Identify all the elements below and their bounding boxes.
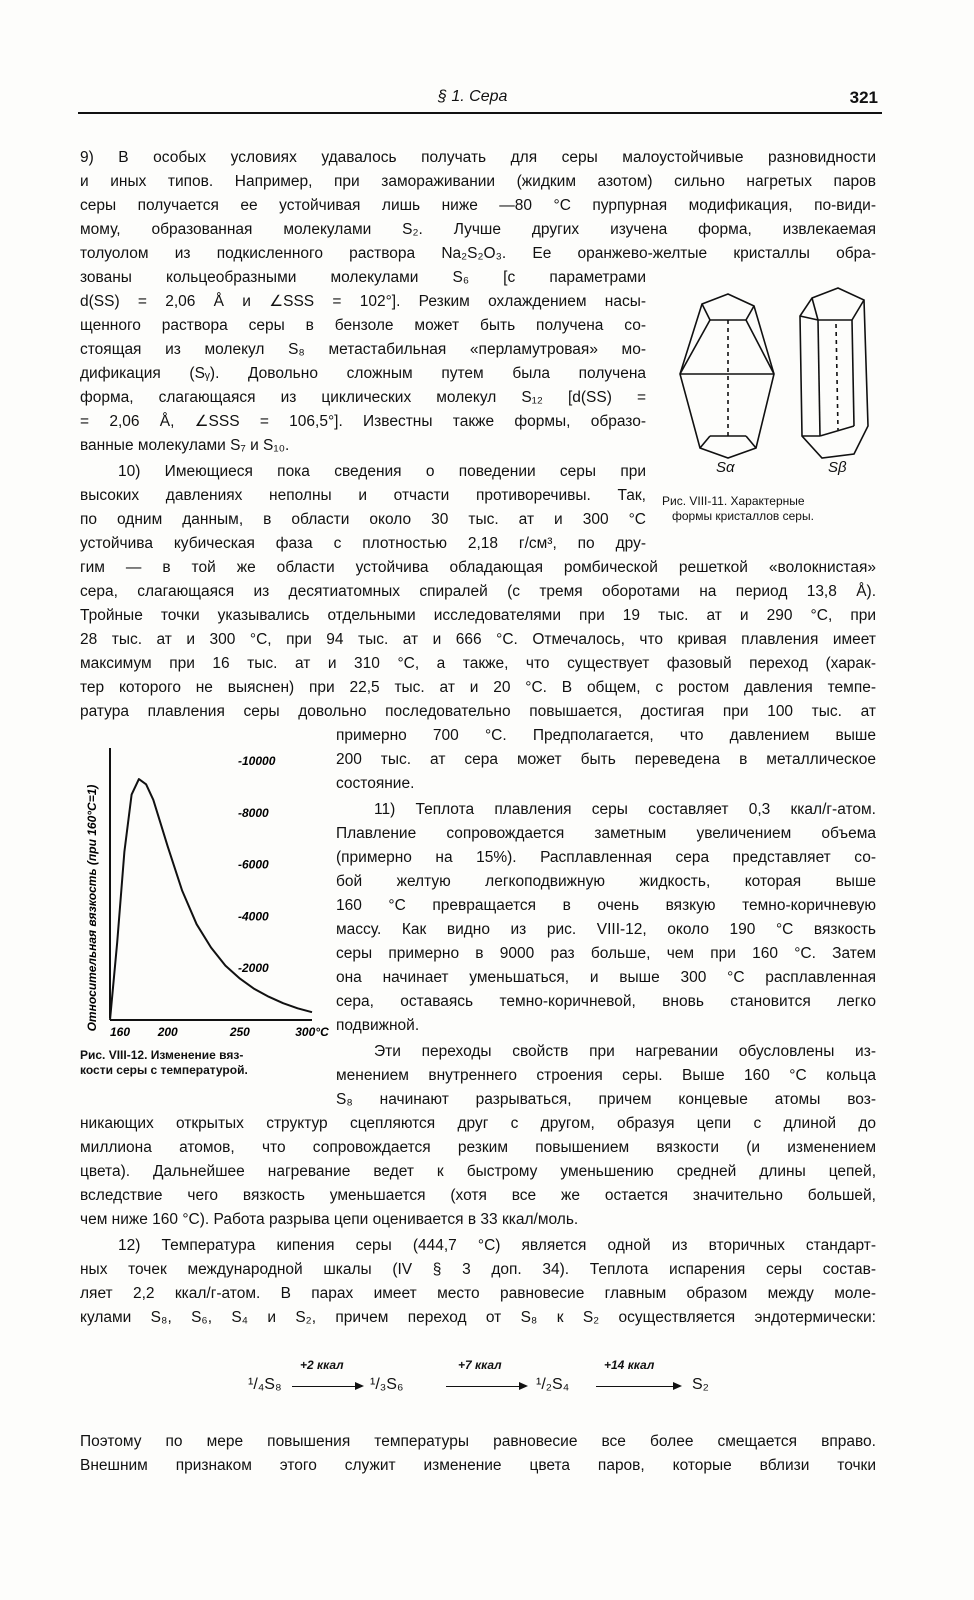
text-line: ратура плавления серы довольно последовательно повышается, достигая при 100 тыс. ат <box>80 703 876 720</box>
running-header <box>78 88 882 114</box>
eq-arrow-label: +14 ккал <box>604 1358 655 1372</box>
figure-caption: формы кристаллов серы. <box>672 509 814 523</box>
text-line: S₈ начинают разрываться, причем концевые атомы воз- <box>336 1091 876 1108</box>
eq-term: ¹/₂S₄ <box>536 1376 570 1393</box>
figure-caption: Рис. VIII-11. Характерные <box>662 494 805 508</box>
text-line: d(SS) = 2,06 Å и ∠SSS = 102°]. Резким охлаждением насы- <box>80 293 646 310</box>
figure-caption: Рис. VIII-12. Изменение вяз- <box>80 1048 244 1062</box>
text-line: 28 тыс. ат и 300 °С, при 94 тыс. ат и 666 °С. Отмечалось, что кривая плавления имеет <box>80 631 876 648</box>
text-line: мому, образованная молекулами S₂. Лучше других изучена форма, извлекаемая <box>80 221 876 238</box>
text-line: Внешним признаком этого служит изменение цвета паров, которые вблизи точки <box>80 1457 876 1474</box>
text-line: серы получается ее устойчивая лишь ниже —80 °С пурпурная модификация, по-види- <box>80 197 876 214</box>
crystal-beta <box>800 288 868 458</box>
text-line: щенного раствора серы в бензоле может быть получена со- <box>80 317 646 334</box>
text-line: 160 °С превращается в очень вязкую темно-коричневую <box>336 897 876 914</box>
figure-caption: кости серы с температурой. <box>80 1063 248 1077</box>
text-line: Тройные точки указывались отдельными исследователями при 19 тыс. ат и 290 °С, при <box>80 607 876 624</box>
text-line: форма, слагающаяся из циклических молекул S₁₂ [d(SS) = <box>80 389 646 406</box>
text-line: цвета). Дальнейшее нагревание ведет к быстрому уменьшению средней длины цепей, <box>80 1163 876 1180</box>
text-line: гим — в той же области устойчива обладающая ромбической решеткой «волокнистая» <box>80 559 876 576</box>
text-line: Поэтому по мере повышения температуры равновесие все более смещается вправо. <box>80 1433 876 1450</box>
page-number: 321 <box>849 88 878 107</box>
text-line: никающих открытых структур сцепляются друг с другом, образуя цепи с длиной до <box>80 1115 876 1132</box>
text-line: зованы кольцеобразными молекулами S₆ [с параметрами <box>80 269 646 286</box>
y-tick-label: -4000 <box>238 909 269 924</box>
text-line: устойчива кубическая фаза с плотностью 2,18 г/см³, по дру- <box>80 535 646 552</box>
x-tick-label: 160 <box>110 1025 131 1038</box>
arrow-icon <box>596 1386 680 1387</box>
eq-arrow-label: +7 ккал <box>458 1358 502 1372</box>
text-line: сера, оставаясь темно-коричневой, вновь становится легко <box>336 993 876 1010</box>
text-line: максимум при 16 тыс. ат и 310 °С, а также, что существует фазовый переход (харак- <box>80 655 876 672</box>
y-tick-label: -2000 <box>238 961 269 976</box>
eq-term: ¹/₄S₈ <box>248 1376 282 1393</box>
y-tick-label: -10000 <box>238 753 276 768</box>
text-line: вследствие чего вязкость уменьшается (хотя все же остается значительно большей, <box>80 1187 876 1204</box>
x-tick-label: 250 <box>229 1025 250 1038</box>
text-line: толуолом из подкисленного раствора Na₂S₂O₃. Ее оранжево-желтые кристаллы обра- <box>80 245 876 262</box>
text-line: тер которого не выяснен) при 22,5 тыс. ат и 20 °С. В общем, с ростом давления темпе- <box>80 679 876 696</box>
text-line: состояние. <box>336 775 415 792</box>
x-tick-label: 200 <box>157 1025 178 1038</box>
y-axis-label: Относительная вязкость (при 160°С=1) <box>85 784 99 1032</box>
text-line: бой желтую легкоподвижную жидкость, которая выше <box>336 873 876 890</box>
y-tick-label: -8000 <box>238 805 269 820</box>
viscosity-chart <box>80 738 330 1038</box>
text-line: стоящая из молекул S₈ метастабильная «перламутровая» мо- <box>80 341 646 358</box>
text-line: 11) Теплота плавления серы составляет 0,3 ккал/г-атом. <box>374 801 876 818</box>
text-line: (примерно на 15%). Расплавленная сера представляет со- <box>336 849 876 866</box>
arrow-icon <box>446 1386 526 1387</box>
crystal-beta-label: Sβ <box>828 459 847 476</box>
crystal-alpha-label: Sα <box>716 459 735 476</box>
text-line: Эти переходы свойств при нагревании обусловлены из- <box>374 1043 876 1060</box>
text-line: сера, слагающаяся из десятиатомных спиралей (с тремя оборотами на период 13,8 Å). <box>80 583 876 600</box>
text-line: она начинает уменьшаться, и выше 300 °С расплавленная <box>336 969 876 986</box>
text-line: миллиона атомов, что сопровождается резким повышением вязкости (и изменением <box>80 1139 876 1156</box>
section-title: § 1. Сера <box>438 88 508 105</box>
eq-arrow-label: +2 ккал <box>300 1358 344 1372</box>
text-line: 9) В особых условиях удавалось получать для серы малоустойчивые разновидности <box>80 149 876 166</box>
text-line: = 2,06 Å, ∠SSS = 106,5°]. Известны также формы, образо- <box>80 413 646 430</box>
text-line: серы примерно в 9000 раз больше, чем при 160 °С. Затем <box>336 945 876 962</box>
text-line: менением внутреннего строения серы. Выше 160 °С кольца <box>336 1067 876 1084</box>
text-line: дификация (Sᵧ). Довольно сложным путем была получена <box>80 365 646 382</box>
text-line: ляет 2,2 ккал/г-атом. В парах имеет место равновесие главным образом между моле- <box>80 1285 876 1302</box>
text-line: 12) Температура кипения серы (444,7 °С) является одной из вторичных стандарт- <box>118 1237 876 1254</box>
text-line: высоких давлениях неполны и отчасти противоречивы. Так, <box>80 487 646 504</box>
text-line: 10) Имеющиеся пока сведения о поведении серы при <box>118 463 646 480</box>
text-line: ных точек международной шкалы (IV § 3 доп. 34). Теплота испарения серы состав- <box>80 1261 876 1278</box>
text-line: по одним данным, в области около 30 тыс. ат и 300 °С <box>80 511 646 528</box>
text-line: примерно 700 °С. Предполагается, что давлением выше <box>336 727 876 744</box>
x-tick-label: 300°С <box>295 1025 329 1038</box>
text-line: 200 тыс. ат сера может быть переведена в металлическое <box>336 751 876 768</box>
eq-term: S₂ <box>692 1376 709 1393</box>
text-line: кулами S₈, S₆, S₄ и S₂, причем переход от S₈ к S₂ осуществляется эндотермически: <box>80 1309 876 1326</box>
y-tick-label: -6000 <box>238 857 269 872</box>
crystal-shapes-figure <box>662 276 882 482</box>
crystal-alpha <box>680 294 774 458</box>
arrow-icon <box>292 1386 362 1387</box>
text-line: чем ниже 160 °С). Работа разрыва цепи оценивается в 33 ккал/моль. <box>80 1211 579 1228</box>
text-line: подвижной. <box>336 1017 420 1034</box>
text-line: и иных типов. Например, при замораживании (жидким азотом) сильно нагретых паров <box>80 173 876 190</box>
text-line: массу. Как видно из рис. VIII-12, около 190 °С вязкость <box>336 921 876 938</box>
eq-term: ¹/₃S₆ <box>370 1376 404 1393</box>
viscosity-curve <box>110 779 312 1020</box>
text-line: Плавление сопровождается заметным увеличением объема <box>336 825 876 842</box>
text-line: ванные молекулами S₇ и S₁₀. <box>80 437 290 454</box>
